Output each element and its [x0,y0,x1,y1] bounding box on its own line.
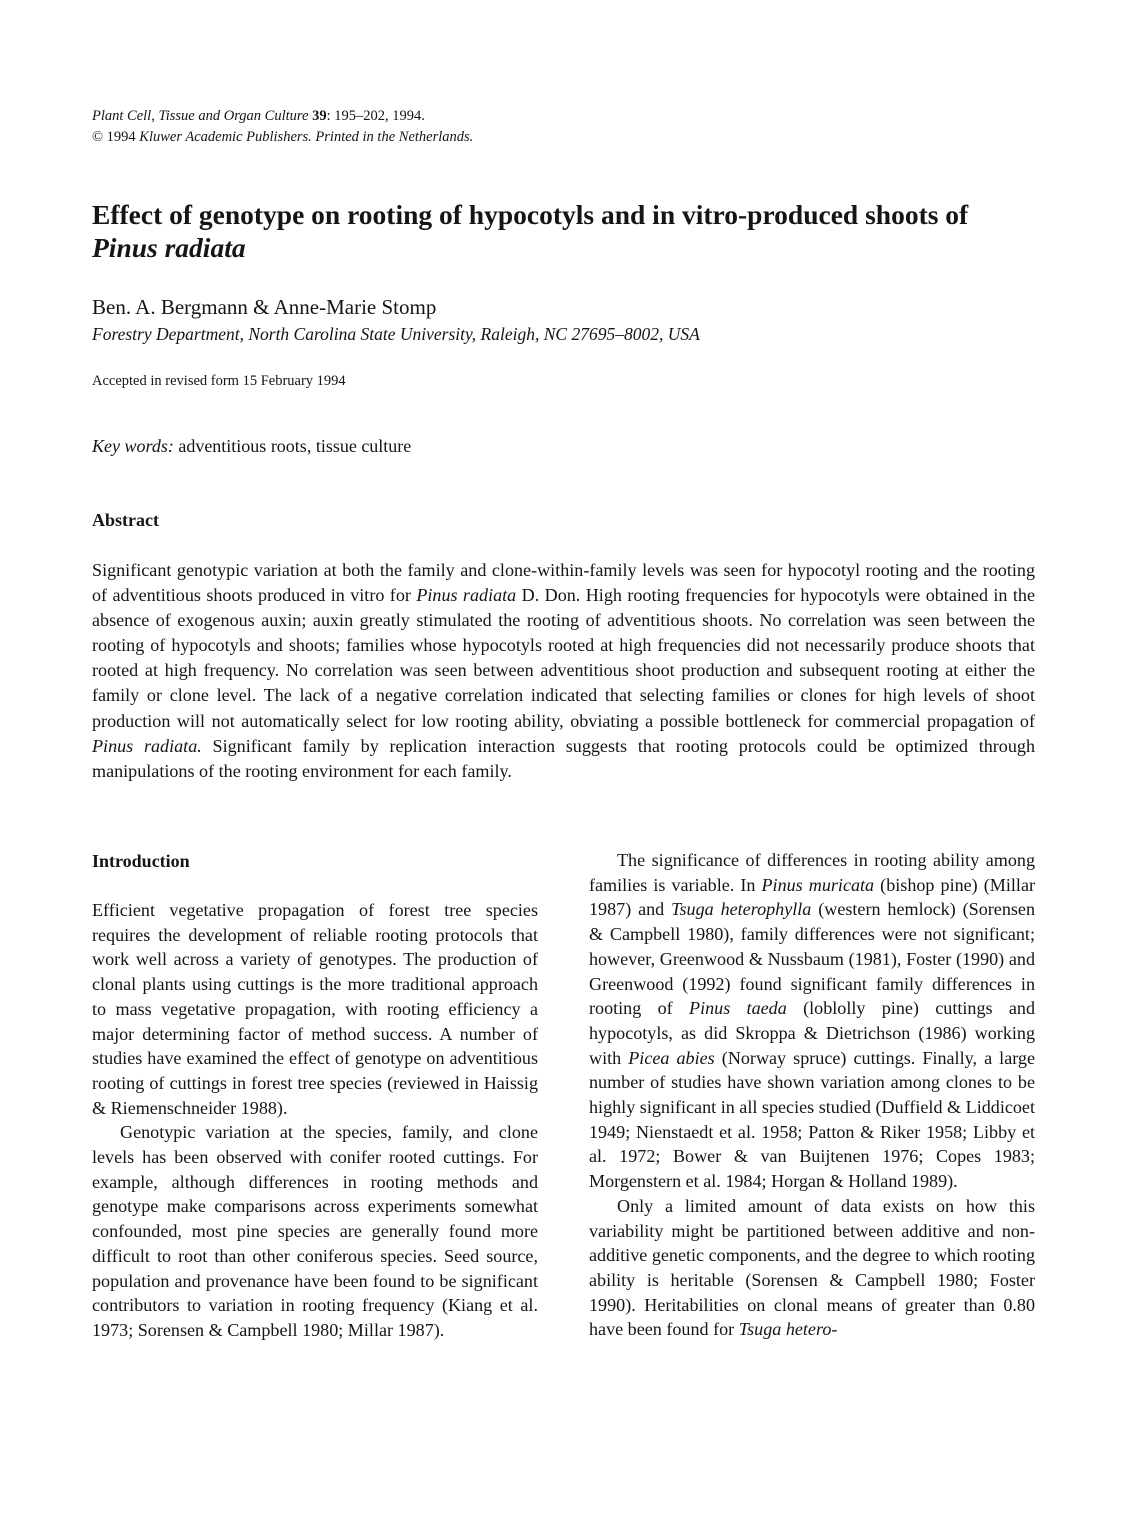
abstract-segment: Significant family by replication interaction suggests that rooting protocols could be optimized through manipulations of the rooting environment for each family. [92,735,1035,781]
copyright-text: Kluwer Academic Publishers. Printed in the Netherlands. [139,129,474,145]
keywords [92,434,411,458]
accepted-date: Accepted in revised form 15 February 1994 [92,373,346,389]
intro-paragraph-3 [589,848,1035,1194]
journal-pages-year: : 195–202, 1994. [326,108,425,124]
intro-paragraph-4 [589,1194,1035,1342]
author-list: Ben. A. Bergmann & Anne-Marie Stomp [92,295,437,319]
intro-paragraph-2: Genotypic variation at the species, family, and clone levels has been observed with conifer rooted cuttings. For example, although differences in rooting methods and genotype make comparisons across experiments somewhat confounded, most pine species are generally found more difficult to root than other coniferous species. Seed source, population and provenance have been found to be significant contributors to variation in rooting frequency (Kiang et al. 1973; Sorensen & Campbell 1980; Millar 1987). [92,1122,538,1340]
species-name: Pinus taeda [689,998,787,1019]
title-species: Pinus radiata [92,232,246,263]
paragraph-segment: (bishop pine) (Millar 1987) and [589,874,1036,920]
paragraph-segment: (western hemlock) (Sorensen & Campbell 1980), family differences were not significant; however, Greenwood & Nussbaum (1981), Foster (1990) and Greenwood (1992) found significant family differences in rooting of [589,899,1035,1019]
article-title [92,198,1052,264]
species-name: Pinus muricata [761,874,875,895]
introduction-heading: Introduction [92,851,190,871]
title-main: Effect of genotype on rooting of hypocotyls and in vitro-produced shoots of [92,199,969,230]
abstract-heading: Abstract [92,510,159,530]
intro-paragraph-1: Efficient vegetative propagation of forest tree species requires the development of reliable rooting protocols that work well across a variety of genotypes. The production of clonal plants using cuttings is the more traditional approach to mass vegetative propagation, with rooting efficiency a major determining factor of method success. A number of studies have examined the effect of genotype on adventitious rooting of cuttings in forest tree species (reviewed in Haissig & Riemenschneider 1988). [92,900,538,1118]
paragraph-segment: The significance of differences in rooting ability among families is variable. In [589,850,1035,895]
author-affiliation: Forestry Department, North Carolina State University, Raleigh, NC 27695–8002, USA [92,324,700,344]
journal-name: Plant Cell, Tissue and Organ Culture [92,108,309,124]
citation-line [92,106,473,127]
abstract-species: Pinus radiata [416,585,517,606]
keywords-text: adventitious roots, tissue culture [178,436,412,456]
abstract-text [92,558,1035,784]
paragraph-segment: (loblolly pine) cuttings and hypocotyls, as did Skroppa & Dietrichson (1986) working with [589,998,1036,1068]
species-name: Tsuga heterophylla [671,899,812,920]
species-name: Picea abies [628,1047,715,1068]
copyright-line [92,127,473,148]
copyright-symbol: © [92,129,104,145]
keywords-label: Key words: [92,436,174,456]
journal-volume: 39 [312,108,327,124]
copyright-year: 1994 [106,129,136,145]
paragraph-segment: (Norway spruce) cuttings. Finally, a large number of studies have shown variation among clones to be highly significant in all species studied (Duffield & Liddicoet 1949; Nienstaedt et al. 1958; Patton & Riker 1958; Libby et al. 1972; Bower & van Buijtenen 1976; Copes 1983; Morgenstern et al. 1984; Horgan & Holland 1989). [589,1047,1036,1192]
species-name: Tsuga hetero- [738,1319,838,1340]
abstract-segment: Significant genotypic variation at both the family and clone-within-family levels was seen for hypocotyl rooting and the rooting of adventitious shoots produced in vitro for [92,560,1035,606]
right-column [589,848,1035,1342]
abstract-segment: D. Don. High rooting frequencies for hypocotyls were obtained in the absence of exogenous auxin; auxin greatly stimulated the rooting of adventitious shoots. No correlation was seen between the rooting of hypocotyls and shoots; families whose hypocotyls rooted at high frequencies did not necessarily produce shoots that rooted at high frequency. No correlation was seen between adventitious shoot production and subsequent rooting at either the family or clone level. The lack of a negative correlation indicated that selecting families or clones for high levels of shoot production will not automatically select for low rooting ability, obviating a possible bottleneck for commercial propagation of [92,585,1035,731]
journal-header [92,106,473,148]
abstract-species: Pinus radiata. [92,735,202,756]
left-column [92,898,538,1343]
paragraph-segment: Only a limited amount of data exists on how this variability might be partitioned between additive and non-additive genetic components, and the degree to which rooting ability is heritable (Sorensen & Campbell 1980; Foster 1990). Heritabilities on clonal means of greater than 0.80 have been found for [589,1195,1035,1340]
